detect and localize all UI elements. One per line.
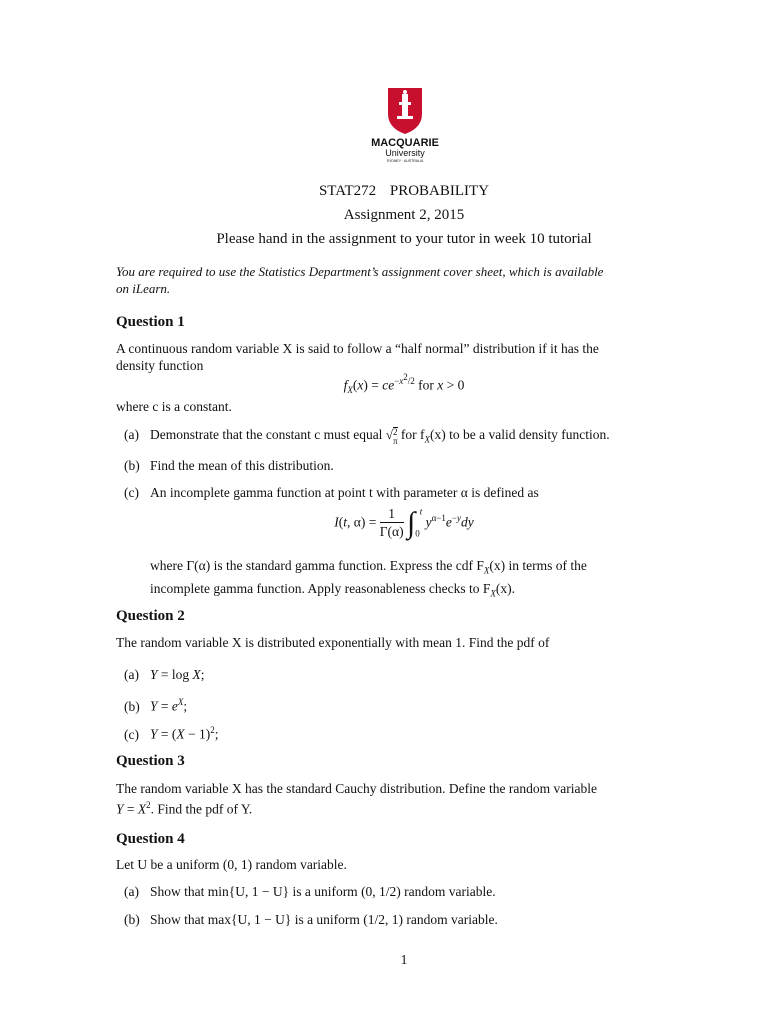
q2-part-a: (a) Y = log X; — [124, 667, 205, 682]
incomplete-gamma-equation: I(t, α) = $\frac{1}{\Gamma(\alpha)}$ $\int_0^t$ $y^{\alpha-1}e^{-y}dy$ — [334, 506, 474, 540]
q1-where: where c is a constant. — [116, 399, 232, 414]
university-logo — [358, 82, 452, 164]
course-title: STAT272 PROBABILITY — [318, 183, 490, 199]
page-number: 1 — [400, 952, 408, 967]
q4-intro: Let U be a uniform (0, 1) random variable. — [116, 857, 347, 872]
svg-text:University: University — [385, 148, 425, 158]
assignment-title: Assignment 2, 2015 — [343, 207, 465, 223]
q1-part-c-followup: where Γ(α) is the standard gamma function. Express the cdf $F_X(x)$ in terms of the incomplete gamma function. Apply reasonableness checks to $F_X(x)$. — [150, 558, 587, 599]
q2-intro: The random variable X is distributed exponentially with mean 1. Find the pdf of — [116, 635, 550, 650]
q1-density-equation: $f_X(x) = ce^{-x^2/2}$ for x > 0 — [343, 372, 465, 396]
q2-part-b: (b) $Y = e^X$; — [124, 697, 188, 714]
q1-part-c: (c) An incomplete gamma function at point t with parameter α is defined as — [124, 485, 539, 500]
svg-text:MACQUARIE: MACQUARIE — [371, 137, 439, 149]
question-4-heading: Question 4 — [116, 831, 185, 847]
q3-text: The random variable X has the standard Cauchy distribution. Define the random variable $Y = X^2$. Find the pdf of Y. — [116, 781, 597, 817]
sqrt-2-over-pi: √2 π — [385, 426, 398, 446]
q1-part-a: (a) Demonstrate that the constant c must equal √2 π for $f_X(x)$ to be a valid density function. — [124, 426, 610, 446]
cover-sheet-note: You are required to use the Statistics Department’s assignment cover sheet, which is available on iLearn. — [116, 264, 604, 296]
hand-in-instruction: Please hand in the assignment to your tutor in week 10 tutorial — [216, 231, 592, 247]
question-3-heading: Question 3 — [116, 753, 185, 769]
q1-part-b: (b) Find the mean of this distribution. — [124, 458, 334, 473]
question-1-heading: Question 1 — [116, 314, 185, 330]
q1-intro: A continuous random variable X is said to follow a “half normal” distribution if it has the density function — [116, 341, 599, 373]
q2-part-c: (c) $Y = (X - 1)^2$; — [124, 725, 219, 742]
q4-part-b: (b) Show that max{U, 1 − U} is a uniform (1/2, 1) random variable. — [124, 912, 498, 927]
svg-text:SYDNEY · AUSTRALIA: SYDNEY · AUSTRALIA — [386, 159, 424, 163]
question-2-heading: Question 2 — [116, 608, 185, 624]
q4-part-a: (a) Show that min{U, 1 − U} is a uniform (0, 1/2) random variable. — [124, 884, 496, 899]
